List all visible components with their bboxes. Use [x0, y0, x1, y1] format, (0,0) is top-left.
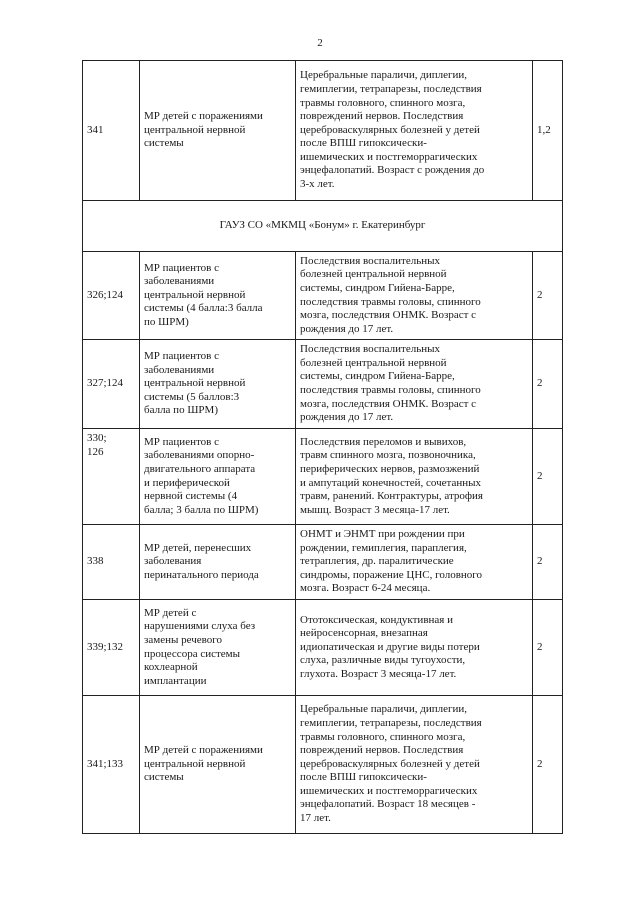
service-code: 339;132 — [83, 600, 140, 696]
service-name: МР пациентов с заболеваниями центральной нервной системы (4 балла:3 балла по ШРМ) — [140, 252, 296, 340]
section-title: ГАУЗ СО «МКМЦ «Бонум» г. Екатеринбург — [83, 201, 563, 252]
table-row — [83, 61, 563, 201]
service-value: 2 — [533, 252, 563, 340]
service-diagnosis: Церебральные параличи, диплегии, гемиплегии, тетрапарезы, последствия травмы головного, спинного мозга, повреждений нервов. Последствия цереброваскулярных болезней у детей после ВПШ гипоксически- ишемических и постгеморрагических энцефалопатий. Возраст 18 месяцев - 17 лет. — [296, 696, 533, 834]
page-number: 2 — [317, 37, 323, 49]
service-name: МР детей с поражениями центральной нервной системы — [140, 61, 296, 201]
service-value: 2 — [533, 600, 563, 696]
service-name: МР пациентов с заболеваниями опорно- двигательного аппарата и периферической нервной системы (4 балла; 3 балла по ШРМ) — [140, 429, 296, 525]
service-diagnosis: Ототоксическая, кондуктивная и нейросенсорная, внезапная идиопатическая и другие виды потери слуха, различные виды тугоухости, глухота. Возраст 3 месяца-17 лет. — [296, 600, 533, 696]
service-diagnosis: Последствия воспалительных болезней центральной нервной системы, синдром Гийена-Барре, последствия травмы головы, спинного мозга, последствия ОНМК. Возраст с рождения до 17 лет. — [296, 252, 533, 340]
service-name: МР детей с нарушениями слуха без замены речевого процессора системы кохлеарной имплантации — [140, 600, 296, 696]
service-value: 2 — [533, 429, 563, 525]
table-row — [83, 429, 563, 525]
service-value: 2 — [533, 696, 563, 834]
service-code: 330; 126 — [83, 429, 140, 525]
table-row — [83, 600, 563, 696]
table-row — [83, 696, 563, 834]
service-code: 341 — [83, 61, 140, 201]
service-code: 326;124 — [83, 252, 140, 340]
service-code: 341;133 — [83, 696, 140, 834]
service-value: 1,2 — [533, 61, 563, 201]
service-value: 2 — [533, 340, 563, 429]
table-row — [83, 525, 563, 600]
table-row — [83, 252, 563, 340]
section-row — [83, 201, 563, 252]
service-name: МР детей с поражениями центральной нервной системы — [140, 696, 296, 834]
service-value: 2 — [533, 525, 563, 600]
service-code: 338 — [83, 525, 140, 600]
service-diagnosis: ОНМТ и ЭНМТ при рождении при рождении, гемиплегия, параплегия, тетраплегия, др. паралитические синдромы, поражение ЦНС, головного мозга. Возраст 6-24 месяца. — [296, 525, 533, 600]
service-name: МР детей, перенесших заболевания перинатального периода — [140, 525, 296, 600]
service-code: 327;124 — [83, 340, 140, 429]
service-name: МР пациентов с заболеваниями центральной нервной системы (5 баллов:3 балла по ШРМ) — [140, 340, 296, 429]
service-diagnosis: Последствия воспалительных болезней центральной нервной системы, синдром Гийена-Барре, последствия травмы головы, спинного мозга, последствия ОНМК. Возраст с рождения до 17 лет. — [296, 340, 533, 429]
service-diagnosis: Последствия переломов и вывихов, травм спинного мозга, позвоночника, периферических нервов, размозжений и ампутаций конечностей, сочетанных травм, ранений. Контрактуры, атрофия мышц. Возраст 3 месяца-17 лет. — [296, 429, 533, 525]
service-diagnosis: Церебральные параличи, диплегии, гемиплегии, тетрапарезы, последствия травмы головного, спинного мозга, повреждений нервов. Последствия цереброваскулярных болезней у детей после ВПШ гипоксически- ишемических и постгеморрагических энцефалопатий. Возраст с рождения до 3-х лет. — [296, 61, 533, 201]
services-table — [82, 60, 563, 834]
table-row — [83, 340, 563, 429]
